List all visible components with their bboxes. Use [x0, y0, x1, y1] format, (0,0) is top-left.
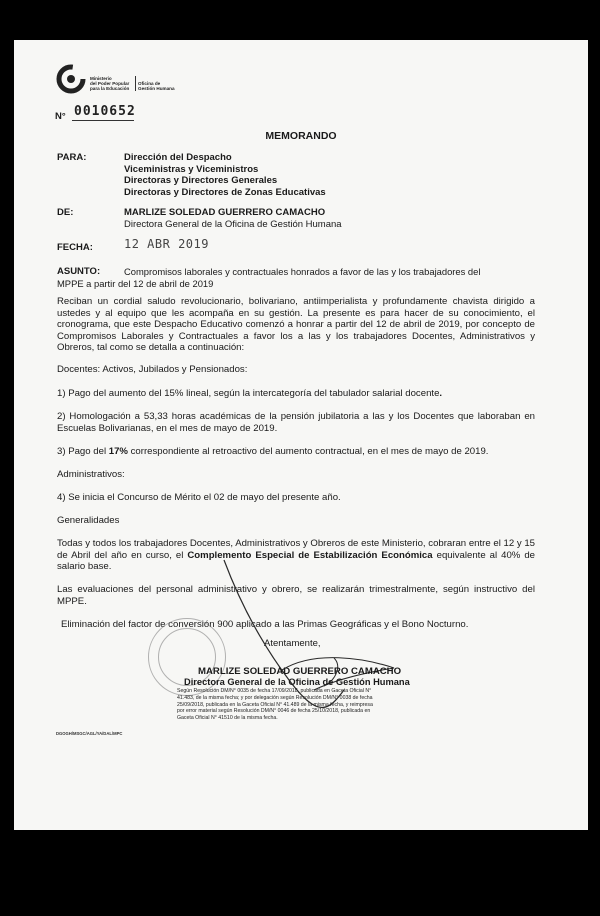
resolution-line-5: Gaceta Oficial N° 41510 de la misma fecha. — [177, 715, 278, 722]
item-3 — [57, 446, 535, 458]
numero-label: N° — [55, 111, 66, 122]
resolution-line-1: Según Resolución DM/N° 0035 de fecha 17/09/2018, publicada en Gaceta Oficial N° — [177, 688, 372, 694]
asunto-line-2: MPPE a partir del 12 de abril de 2019 — [57, 278, 214, 289]
section-generalidades-title: Generalidades — [57, 515, 120, 526]
numero-underline — [72, 120, 134, 121]
generalidades-paragraph-3: Eliminación del factor de conversión 900 aplicado a las Primas Geográficas y el Bono Nocturno. — [61, 619, 469, 630]
para-line-2: Viceministras y Viceministros — [124, 163, 259, 175]
generalidades-paragraph-2: Las evaluaciones del personal administrativo y obrero, se realizarán trimestralmente, según instructivo del MPPE. — [57, 584, 535, 607]
item-2: 2) Homologación a 53,33 horas académicas de la pensión jubilatoria a las y los Docentes que laboraban en Escuelas Bolivarianas, en el mes de mayo de 2019. — [57, 411, 535, 434]
asunto-label: ASUNTO: — [57, 266, 101, 277]
logo-line-3: para la Educación — [90, 86, 130, 91]
item-3-post: correspondiente al retroactivo del aumento contractual, en el mes de mayo de 2019. — [127, 446, 489, 457]
de-role: Directora General de la Oficina de Gestión Humana — [124, 219, 342, 230]
de-name: MARLIZE SOLEDAD GUERRERO CAMACHO — [124, 207, 326, 218]
signature-role: Directora General de la Oficina de Gestión Humana — [184, 677, 410, 687]
para-line-3: Directoras y Directores Generales — [124, 175, 278, 186]
fecha-stamp: 12 ABR 2019 — [124, 237, 209, 251]
section-docentes-title: Docentes: Activos, Jubilados y Pensionados: — [57, 364, 248, 375]
office-name — [138, 81, 175, 91]
intro-paragraph — [57, 296, 535, 354]
signature-resolution — [177, 688, 373, 722]
item-1-period: . — [439, 388, 443, 399]
item-1 — [57, 388, 535, 400]
item-4: 4) Se inicia el Concurso de Mérito el 02 de mayo del presente año. — [57, 492, 341, 503]
para-label: PARA: — [57, 152, 87, 163]
logo-line-1: Ministerio — [90, 76, 112, 81]
gen-1-post: equivalente al 40% de salario base. — [57, 549, 535, 573]
ministry-name — [90, 76, 129, 91]
logo-line-2: del Poder Popular — [90, 81, 130, 86]
para-line-1: Dirección del Despacho — [124, 152, 232, 163]
logo-divider — [135, 76, 136, 91]
para-recipients — [124, 152, 326, 198]
intro-sentence-2: La presente es para hacer de su conocimiento, el cronograma, que este Despacho Educativo comenzó a honrar a partir del 12 de abril de 2019, por concepto de Compromisos Laborales y Contractuales a favor los a las y los trabajadores Docentes, Administrativos y Obreros, tal como se detalla a continuación: — [57, 307, 535, 354]
item-1-text: 1) Pago del aumento del 15% lineal, según la intercategoría del tabulador salarial docente — [57, 388, 440, 399]
para-line-4: Directoras y Directores de Zonas Educativas — [124, 186, 326, 198]
gen-1-complemento: Complemento Especial de Estabilización Económica — [187, 549, 433, 561]
section-administrativos-title: Administrativos: — [57, 469, 125, 480]
office-line-2: Gestión Humana — [138, 86, 175, 91]
memo-page — [14, 40, 588, 830]
item-3-percent: 17% — [108, 446, 128, 457]
office-line-1: Oficina de — [138, 81, 161, 86]
resolution-line-2: 41.483, de la misma fecha; y por delegación según Resolución DM/N° 0038 de fecha — [177, 694, 373, 701]
signature-name: MARLIZE SOLEDAD GUERRERO CAMACHO — [198, 666, 402, 677]
fecha-label: FECHA: — [57, 242, 93, 253]
resolution-line-4: por error material según Resolución DM/N° 0046 de fecha 25/10/2018, publicada en — [177, 708, 371, 715]
de-label: DE: — [57, 207, 74, 218]
closing-text: Atentamente, — [264, 638, 321, 649]
resolution-line-3: 25/09/2018, publicada en la Gaceta Oficial N° 41.489 de la misma fecha, y reimpresa — [177, 701, 373, 708]
asunto-line-1: Compromisos laborales y contractuales honrados a favor de las y los trabajadores del — [124, 266, 481, 277]
item-3-pre: 3) Pago del — [57, 446, 109, 457]
gen-1-pre: Todas y todos los trabajadores Docentes, Administrativos y Obreros de este Ministerio, cobraran entre el 12 y 15 de Abril del año en curso, el — [57, 538, 535, 561]
intro-sentence-1: Reciban un cordial saludo revolucionario, bolivariano, antiimperialista y profundamente chavista dirigido a ustedes y al equipo que les acompaña en su gestión. — [57, 296, 535, 319]
footer-reference-code: DGOGH/MSGC/AGL/YA/DAL/MPC — [56, 731, 123, 736]
memo-title: MEMORANDO — [265, 130, 337, 142]
ministry-logo — [56, 64, 86, 94]
numero-value: 0010652 — [74, 104, 136, 119]
ministry-logo-icon — [56, 64, 86, 94]
